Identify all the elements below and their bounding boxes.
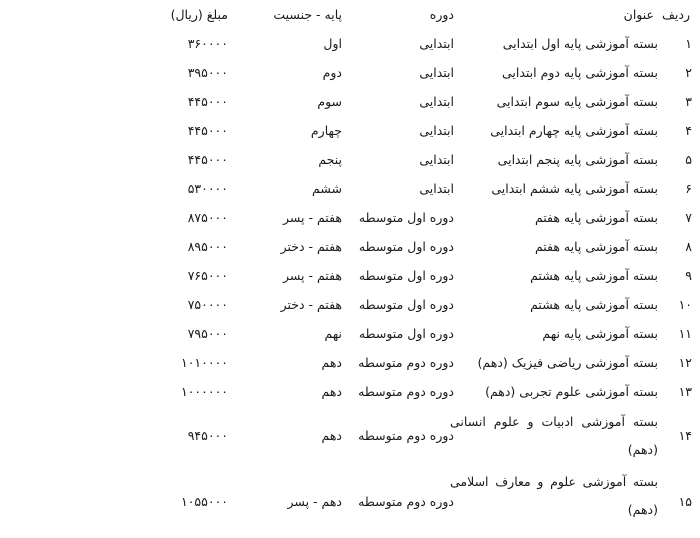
row-title: بسته آموزشی پایه اول ابتدایی bbox=[502, 36, 658, 51]
row-grade: چهارم bbox=[310, 123, 342, 138]
row-level: ابتدایی bbox=[419, 65, 454, 80]
row-grade: هفتم - پسر bbox=[283, 210, 342, 225]
row-price: ۷۵۰۰۰۰ bbox=[187, 297, 228, 312]
row-price: ۳۹۵۰۰۰ bbox=[187, 65, 228, 80]
row-title: بسته آموزشی پایه چهارم ابتدایی bbox=[490, 123, 658, 138]
row-price: ۹۴۵۰۰۰ bbox=[187, 428, 228, 443]
row-level: دوره اول متوسطه bbox=[358, 326, 454, 341]
row-grade: دهم bbox=[321, 428, 342, 443]
row-title: بسته آموزشی پایه هشتم bbox=[530, 297, 658, 312]
table-row bbox=[0, 116, 700, 145]
row-grade: دهم - پسر bbox=[287, 494, 342, 509]
row-price: ۵۳۰۰۰۰ bbox=[187, 181, 228, 196]
row-index: ۱ bbox=[685, 36, 692, 51]
row-index: ۱۴ bbox=[678, 428, 692, 443]
row-grade: پنجم bbox=[318, 152, 342, 167]
row-grade: دهم bbox=[321, 384, 342, 399]
row-level: دوره دوم متوسطه bbox=[358, 428, 454, 443]
row-level: دوره دوم متوسطه bbox=[358, 494, 454, 509]
row-grade: اول bbox=[323, 36, 342, 51]
row-title: بسته آموزشی علوم تجربی (دهم) bbox=[485, 384, 658, 399]
row-price: ۱۰۱۰۰۰۰ bbox=[181, 355, 228, 370]
row-price: ۷۶۵۰۰۰ bbox=[187, 268, 228, 283]
row-index: ۱۲ bbox=[678, 355, 692, 370]
row-index: ۶ bbox=[685, 181, 692, 196]
row-level: دوره دوم متوسطه bbox=[358, 384, 454, 399]
row-price: ۴۴۵۰۰۰ bbox=[187, 94, 228, 109]
table-row bbox=[0, 58, 700, 87]
row-grade: دهم bbox=[321, 355, 342, 370]
row-level: دوره دوم متوسطه bbox=[358, 355, 454, 370]
header-price: مبلغ (ریال) bbox=[170, 7, 228, 22]
row-grade: هفتم - دختر bbox=[280, 297, 342, 312]
row-level: ابتدایی bbox=[419, 152, 454, 167]
table-header bbox=[0, 0, 700, 29]
row-level: دوره اول متوسطه bbox=[358, 210, 454, 225]
header-title: عنوان bbox=[623, 7, 654, 22]
row-index: ۵ bbox=[685, 152, 692, 167]
row-level: دوره اول متوسطه bbox=[358, 268, 454, 283]
table-row bbox=[0, 348, 700, 377]
row-title: بسته آموزشی پایه نهم bbox=[542, 326, 658, 341]
row-title: بسته آموزشی پایه سوم ابتدایی bbox=[496, 94, 658, 109]
row-index: ۷ bbox=[685, 210, 692, 225]
row-grade: هفتم - دختر bbox=[280, 239, 342, 254]
table-row bbox=[0, 145, 700, 174]
row-price: ۴۴۵۰۰۰ bbox=[187, 152, 228, 167]
row-price: ۷۹۵۰۰۰ bbox=[187, 326, 228, 341]
row-index: ۱۱ bbox=[678, 326, 692, 341]
row-grade: هفتم - پسر bbox=[283, 268, 342, 283]
table-row bbox=[0, 174, 700, 203]
row-price: ۸۹۵۰۰۰ bbox=[187, 239, 228, 254]
row-index: ۱۰ bbox=[678, 297, 692, 312]
table-row bbox=[0, 290, 700, 319]
table-row bbox=[0, 406, 700, 466]
header-level: دوره bbox=[429, 7, 454, 22]
row-level: ابتدایی bbox=[419, 123, 454, 138]
row-price: ۱۰۰۰۰۰۰ bbox=[181, 384, 228, 399]
row-level: ابتدایی bbox=[419, 181, 454, 196]
header-grade: پایه - جنسیت bbox=[273, 7, 342, 22]
row-title: بسته آموزشی ادبیات و علوم انسانی (دهم) bbox=[450, 414, 658, 457]
row-index: ۸ bbox=[685, 239, 692, 254]
row-title: بسته آموزشی پایه پنجم ابتدایی bbox=[497, 152, 658, 167]
row-title: بسته آموزشی پایه هفتم bbox=[534, 210, 658, 225]
row-grade: ششم bbox=[312, 181, 342, 196]
row-title: بسته آموزشی علوم و معارف اسلامی (دهم) bbox=[450, 474, 658, 517]
table-row bbox=[0, 319, 700, 348]
header-index: ردیف bbox=[661, 7, 690, 22]
row-price: ۸۷۵۰۰۰ bbox=[187, 210, 228, 225]
row-grade: سوم bbox=[317, 94, 342, 109]
row-level: ابتدایی bbox=[419, 94, 454, 109]
row-price: ۴۴۵۰۰۰ bbox=[187, 123, 228, 138]
row-index: ۹ bbox=[685, 268, 692, 283]
row-price: ۱۰۵۵۰۰۰ bbox=[181, 494, 228, 509]
row-index: ۱۵ bbox=[678, 494, 692, 509]
row-index: ۲ bbox=[685, 65, 692, 80]
row-grade: نهم bbox=[324, 326, 342, 341]
table-row bbox=[0, 377, 700, 406]
row-index: ۴ bbox=[685, 123, 692, 138]
row-title: بسته آموزشی پایه ششم ابتدایی bbox=[491, 181, 658, 196]
row-index: ۳ bbox=[685, 94, 692, 109]
table-row bbox=[0, 261, 700, 290]
table-row bbox=[0, 466, 700, 526]
row-level: دوره اول متوسطه bbox=[358, 239, 454, 254]
row-title: بسته آموزشی پایه هشتم bbox=[530, 268, 658, 283]
table-row bbox=[0, 29, 700, 58]
row-title: بسته آموزشی پایه هفتم bbox=[534, 239, 658, 254]
row-price: ۳۶۰۰۰۰ bbox=[187, 36, 228, 51]
row-level: دوره اول متوسطه bbox=[358, 297, 454, 312]
row-level: ابتدایی bbox=[419, 36, 454, 51]
row-index: ۱۳ bbox=[678, 384, 692, 399]
table-row bbox=[0, 203, 700, 232]
table-row bbox=[0, 232, 700, 261]
row-title: بسته آموزشی پایه دوم ابتدایی bbox=[501, 65, 658, 80]
row-title: بسته آموزشی ریاضی فیزیک (دهم) bbox=[477, 355, 658, 370]
table-row bbox=[0, 87, 700, 116]
row-grade: دوم bbox=[322, 65, 342, 80]
